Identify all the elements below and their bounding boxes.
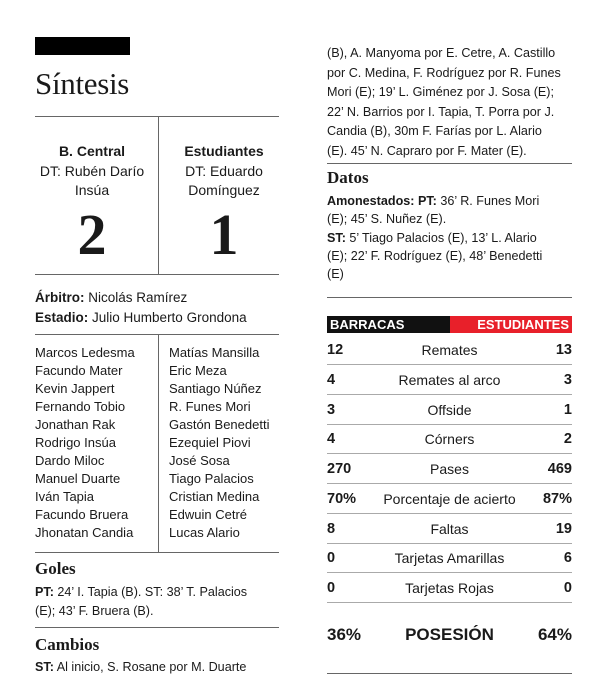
- stadium-value: Julio Humberto Grondona: [92, 310, 247, 325]
- stat-row: [327, 573, 572, 603]
- player-name: Iván Tapia: [35, 489, 95, 504]
- stat-away-value: 1: [563, 402, 572, 418]
- divider: [327, 673, 572, 674]
- player-name: Kevin Jappert: [35, 381, 115, 396]
- player-name: Ezequiel Piovi: [169, 435, 251, 450]
- divider: [35, 627, 279, 628]
- substitutions-text: (E). 45’ N. Capraro por F. Mater (E).: [327, 143, 527, 158]
- bookings-label: Amonestados: PT:: [327, 194, 437, 208]
- stadium-label: Estadio:: [35, 310, 89, 325]
- player-name: Jonathan Rak: [35, 417, 116, 432]
- stat-home-value: 70%: [327, 491, 357, 507]
- player-name: R. Funes Mori: [169, 399, 251, 414]
- possession-home: 36%: [327, 625, 362, 644]
- substitutions-label: ST:: [35, 660, 54, 674]
- player-name: Edwuin Cetré: [169, 507, 248, 522]
- substitutions-line: [35, 658, 246, 677]
- stat-away-value: 3: [563, 372, 572, 388]
- player-name: Gastón Benedetti: [169, 417, 270, 432]
- stat-row: [327, 395, 572, 425]
- bookings-line: [327, 192, 539, 211]
- divider: [35, 552, 279, 553]
- stat-home-value: 3: [327, 402, 336, 418]
- player-name: Cristian Medina: [169, 489, 260, 504]
- away-score: 1: [209, 202, 239, 267]
- substitutions-text: 22’ N. Barrios por I. Tapia, T. Porra por J.: [327, 104, 555, 119]
- stat-home-value: 8: [327, 521, 336, 537]
- player-name: José Sosa: [169, 453, 230, 468]
- stats-away-label: ESTUDIANTES: [450, 316, 572, 333]
- stats-home-label: BARRACAS: [327, 316, 450, 333]
- stat-home-value: 4: [327, 372, 336, 388]
- goals-label: PT:: [35, 585, 54, 599]
- goals-text: 24’ I. Tapia (B). ST: 38’ T. Palacios: [57, 585, 248, 599]
- bookings-text: (E): [327, 267, 344, 281]
- substitutions-text: por C. Medina, F. Rodríguez por R. Funes: [327, 65, 561, 80]
- home-team-name: B. Central: [58, 143, 126, 159]
- stat-away-value: 19: [555, 521, 572, 537]
- stat-label: Remates: [421, 342, 478, 358]
- substitutions-text: (B), A. Manyoma por E. Cetre, A. Castillo: [327, 46, 556, 60]
- bookings-text: (E); 45’ S. Nuñez (E).: [327, 212, 447, 226]
- divider-vertical: [158, 334, 159, 552]
- stats-header: [327, 316, 572, 333]
- stat-home-value: 0: [327, 580, 336, 596]
- referee-value: Nicolás Ramírez: [88, 290, 188, 305]
- stat-away-value: 2: [563, 431, 572, 447]
- stat-label: Porcentaje de acierto: [383, 491, 516, 507]
- home-lineup: [35, 344, 135, 542]
- player-name: Manuel Duarte: [35, 471, 121, 486]
- stat-home-value: 0: [327, 550, 336, 566]
- stat-row: [327, 424, 572, 454]
- possession-away: 64%: [537, 625, 572, 644]
- stat-away-value: 87%: [542, 491, 572, 507]
- substitutions-continued: [327, 44, 561, 161]
- goals-text: (E); 43’ F. Bruera (B).: [35, 604, 154, 618]
- home-coach: DT: Rubén Darío Insúa: [39, 163, 145, 198]
- stat-home-value: 12: [327, 342, 344, 358]
- substitutions-text: Candia (B), 30m F. Farías por L. Alario: [327, 124, 542, 138]
- stat-label: Remates al arco: [398, 372, 501, 388]
- home-score: 2: [77, 202, 107, 267]
- stat-home-value: 4: [327, 431, 336, 447]
- bookings-text: (E); 22’ F. Rodríguez (E), 48’ Benedetti: [327, 249, 543, 263]
- page-title: Síntesis: [35, 66, 130, 101]
- stat-label: Tarjetas Rojas: [405, 580, 494, 596]
- player-name: Jhonatan Candia: [35, 525, 134, 540]
- stat-row: [327, 484, 572, 514]
- away-lineup: [169, 344, 269, 542]
- player-name: Eric Meza: [169, 363, 227, 378]
- possession-label: POSESIÓN: [405, 625, 494, 644]
- bookings-label: ST:: [327, 231, 346, 245]
- header-black-bar: [35, 37, 130, 55]
- referee-label: Árbitro:: [35, 290, 85, 305]
- stat-away-value: 0: [563, 580, 572, 596]
- stat-label: Offside: [427, 402, 472, 418]
- referee-line: [35, 287, 187, 308]
- goals-line: [35, 583, 247, 602]
- stat-away-value: 469: [547, 461, 572, 477]
- substitutions-heading: Cambios: [35, 635, 100, 654]
- bookings-line: [327, 229, 537, 248]
- player-name: Matías Mansilla: [169, 345, 260, 360]
- row-divider: [327, 602, 572, 603]
- bookings-text: 36’ R. Funes Mori: [440, 194, 540, 208]
- stat-away-value: 13: [555, 342, 572, 358]
- player-name: Facundo Mater: [35, 363, 123, 378]
- stat-row: [327, 335, 572, 365]
- stat-away-value: 6: [563, 550, 572, 566]
- stat-home-value: 270: [327, 461, 352, 477]
- player-name: Facundo Bruera: [35, 507, 129, 522]
- goals-heading: Goles: [35, 559, 76, 578]
- divider: [35, 274, 279, 275]
- bookings-text: 5’ Tiago Palacios (E), 13’ L. Alario: [349, 231, 537, 245]
- player-name: Rodrigo Insúa: [35, 435, 116, 450]
- divider: [327, 297, 572, 298]
- divider: [327, 163, 572, 164]
- player-name: Santiago Núñez: [169, 381, 262, 396]
- stat-row: [327, 543, 572, 573]
- substitutions-text: Mori (E); 19’ L. Giménez por J. Sosa (E);: [327, 85, 554, 99]
- stat-label: Tarjetas Amarillas: [394, 550, 505, 566]
- stat-label: Faltas: [430, 521, 469, 537]
- player-name: Tiago Palacios: [169, 471, 254, 486]
- stat-label: Córners: [424, 431, 475, 447]
- substitutions-text: Al inicio, S. Rosane por M. Duarte: [56, 660, 247, 674]
- player-name: Dardo Miloc: [35, 453, 105, 468]
- player-name: Lucas Alario: [169, 525, 240, 540]
- stat-row: [327, 365, 572, 395]
- away-coach: DT: Eduardo Domínguez: [185, 163, 263, 198]
- away-team-name: Estudiantes: [184, 143, 264, 159]
- player-name: Fernando Tobio: [35, 399, 126, 414]
- divider: [35, 334, 279, 335]
- data-heading: Datos: [327, 168, 369, 187]
- stadium-line: [35, 307, 247, 328]
- divider-vertical: [158, 116, 159, 274]
- stat-row: [327, 514, 572, 544]
- stat-row: [327, 454, 572, 484]
- player-name: Marcos Ledesma: [35, 345, 135, 360]
- stat-label: Pases: [430, 461, 469, 477]
- divider: [35, 116, 279, 117]
